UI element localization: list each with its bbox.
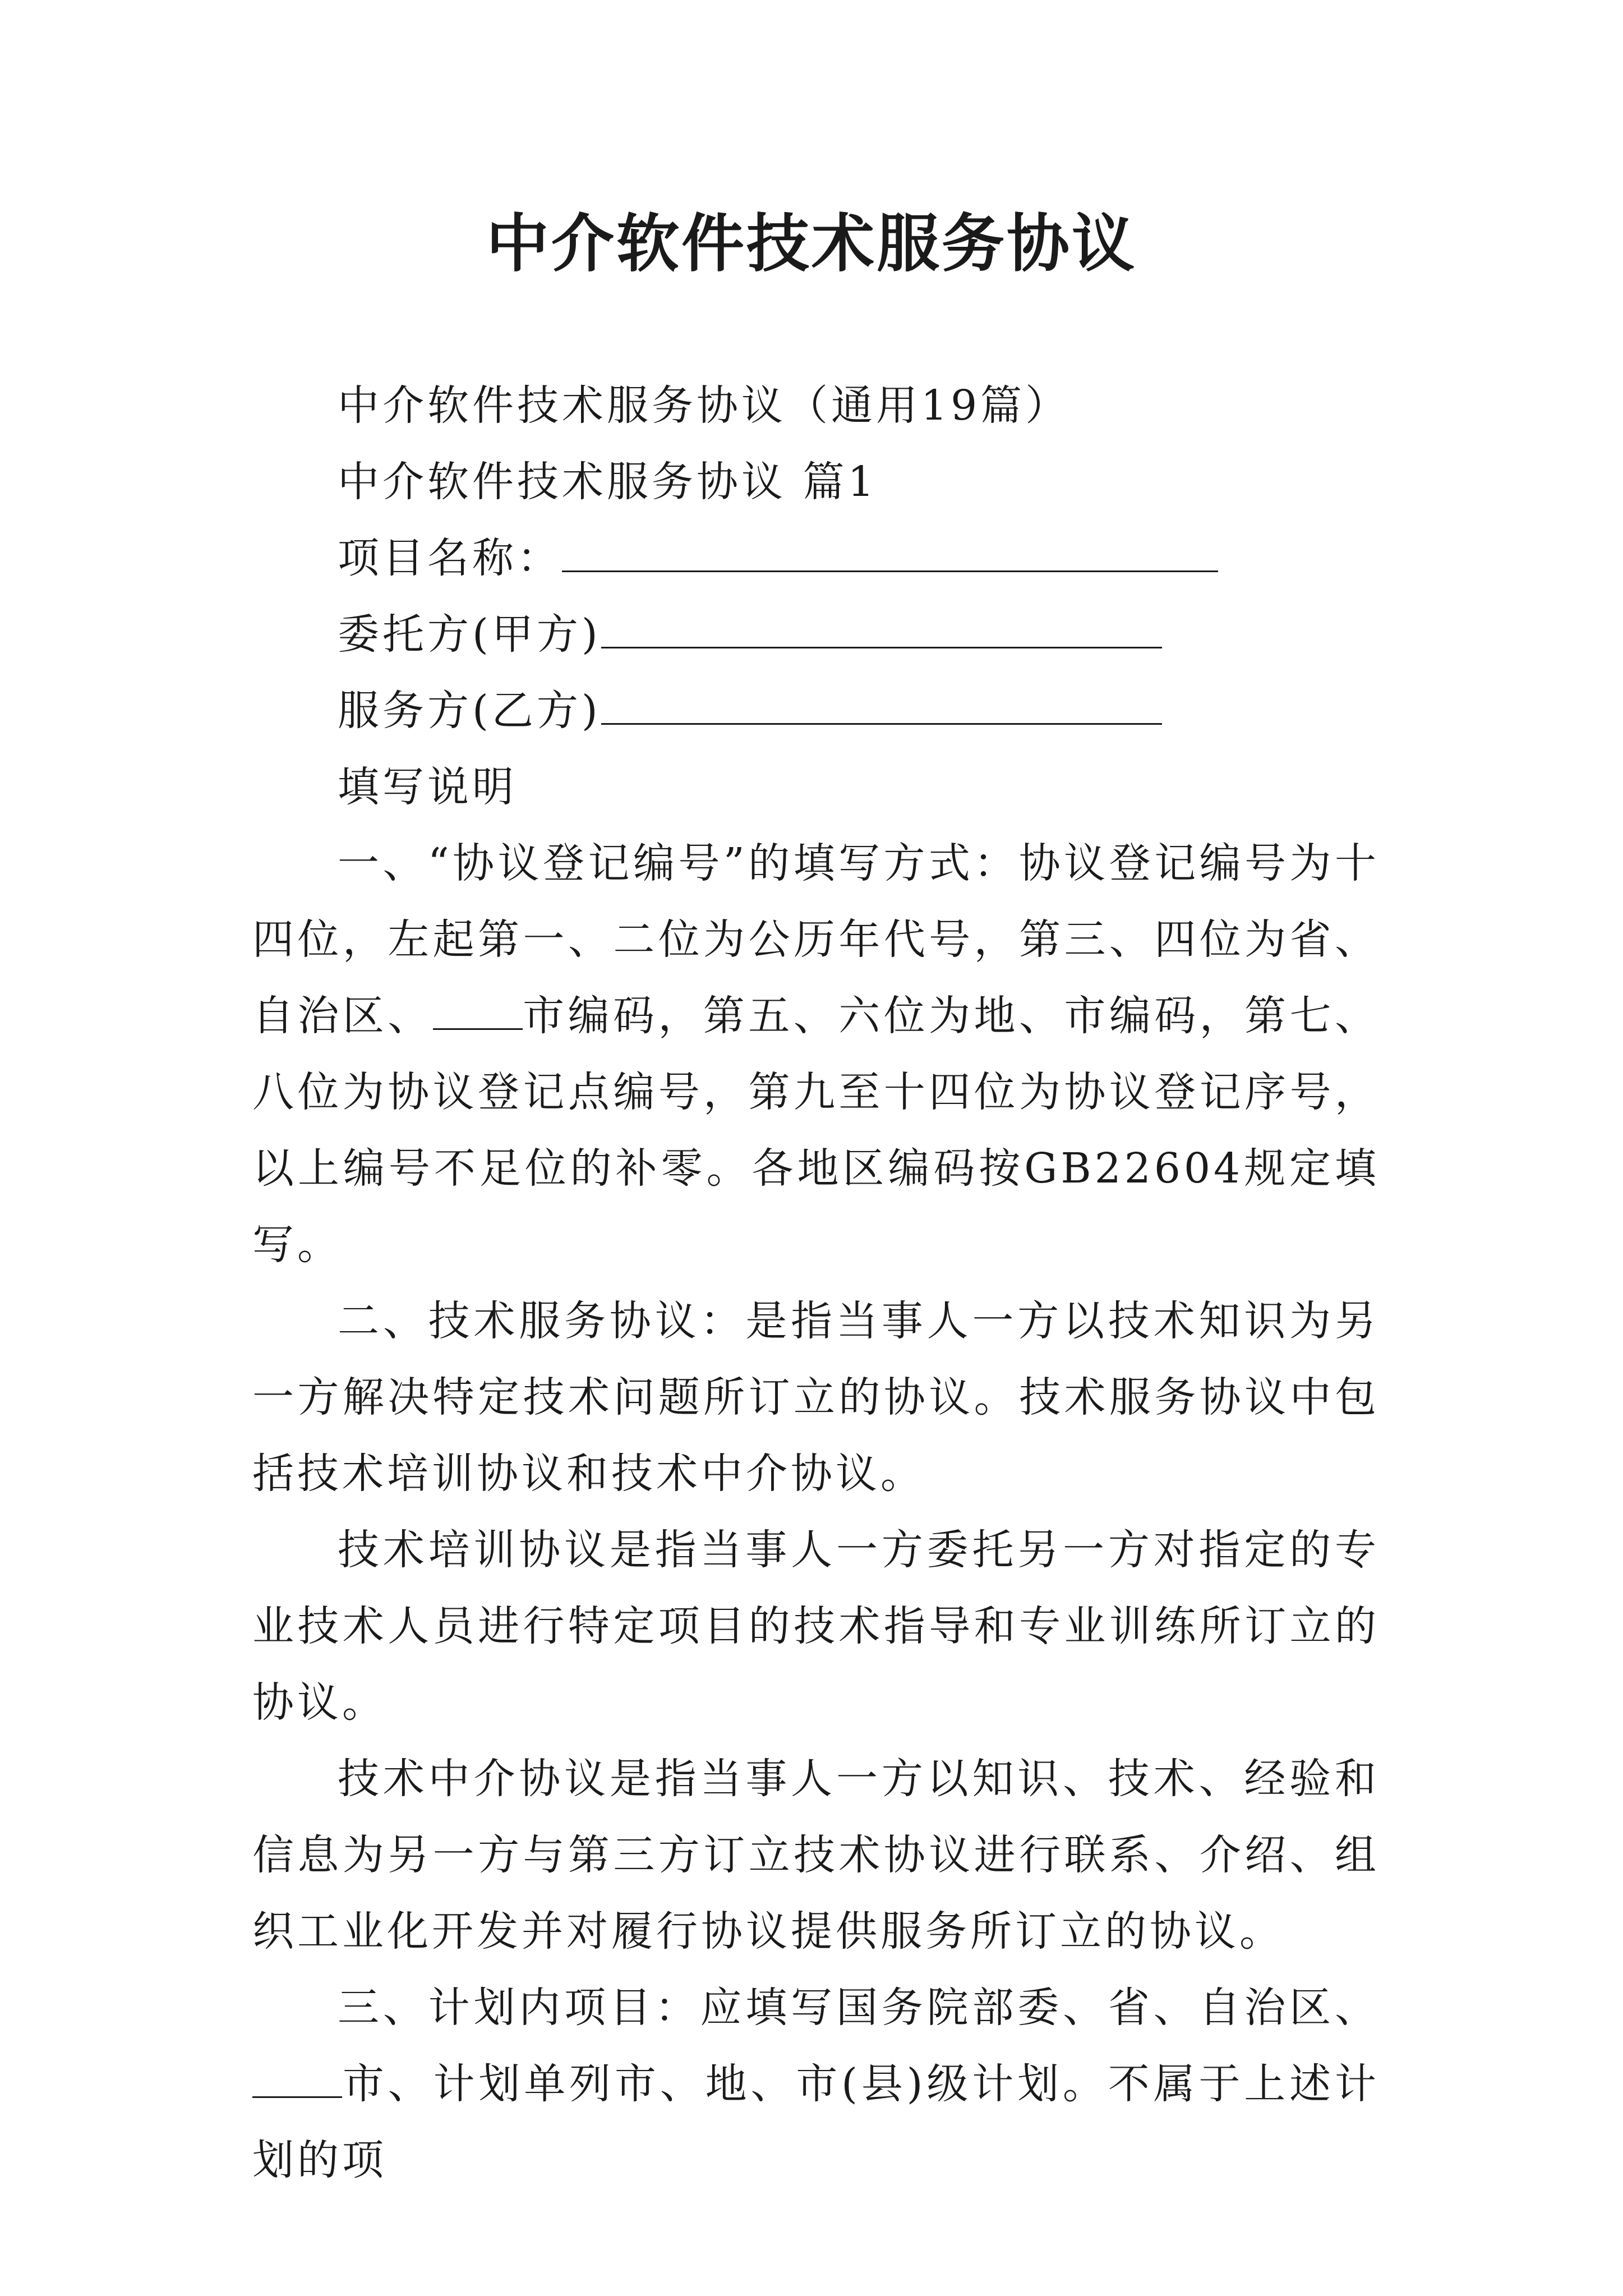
chapter-heading: 中介软件技术服务协议 篇1	[338, 458, 878, 506]
project-name-blank	[562, 537, 1218, 572]
paragraph-text: 一、“协议登记编号”的填写方式：协议登记编号为十四位，左起第一、二位为公历年代号，第三、四位为省、自治区、	[252, 839, 1380, 1040]
paragraph-registration-number	[252, 825, 1380, 1283]
provider-blank	[601, 689, 1162, 725]
region-blank	[252, 2063, 342, 2098]
client-blank	[601, 613, 1162, 648]
document-body	[252, 367, 1380, 2198]
paragraph-planned-projects	[252, 1970, 1380, 2198]
instructions-heading: 填写说明	[338, 763, 517, 811]
provider-label: 服务方(乙方)	[338, 687, 601, 735]
project-name-row	[252, 520, 1380, 596]
paragraph-service-agreement: 二、技术服务协议：是指当事人一方以技术知识为另一方解决特定技术问题所订立的协议。技术服务协议中包括技术培训协议和技术中介协议。	[252, 1297, 1380, 1498]
project-name-label: 项目名称：	[338, 534, 562, 582]
paragraph-text: 市编码，第五、六位为地、市编码，第七、八位为协议登记点编号，第九至十四位为协议登记序号，以上编号不足位的补零。各地区编码按GB22604规定填写。	[252, 992, 1380, 1269]
client-row	[252, 596, 1380, 673]
subtitle-line: 中介软件技术服务协议（通用19篇）	[338, 381, 1071, 430]
paragraph-intermediary-agreement: 技术中介协议是指当事人一方以知识、技术、经验和信息为另一方与第三方订立技术协议进行联系、介绍、组织工业化开发并对履行协议提供服务所订立的协议。	[252, 1755, 1380, 1955]
paragraph-training-agreement: 技术培训协议是指当事人一方委托另一方对指定的专业技术人员进行特定项目的技术指导和专业训练所订立的协议。	[252, 1526, 1380, 1727]
client-label: 委托方(甲方)	[338, 610, 601, 659]
region-blank	[433, 995, 523, 1030]
paragraph-text: 市、计划单列市、地、市(县)级计划。不属于上述计划的项	[252, 2060, 1380, 2184]
paragraph-text: 三、计划内项目：应填写国务院部委、省、自治区、	[338, 1984, 1380, 2032]
document-title: 中介软件技术服务协议	[486, 207, 1137, 280]
provider-row	[252, 673, 1380, 749]
